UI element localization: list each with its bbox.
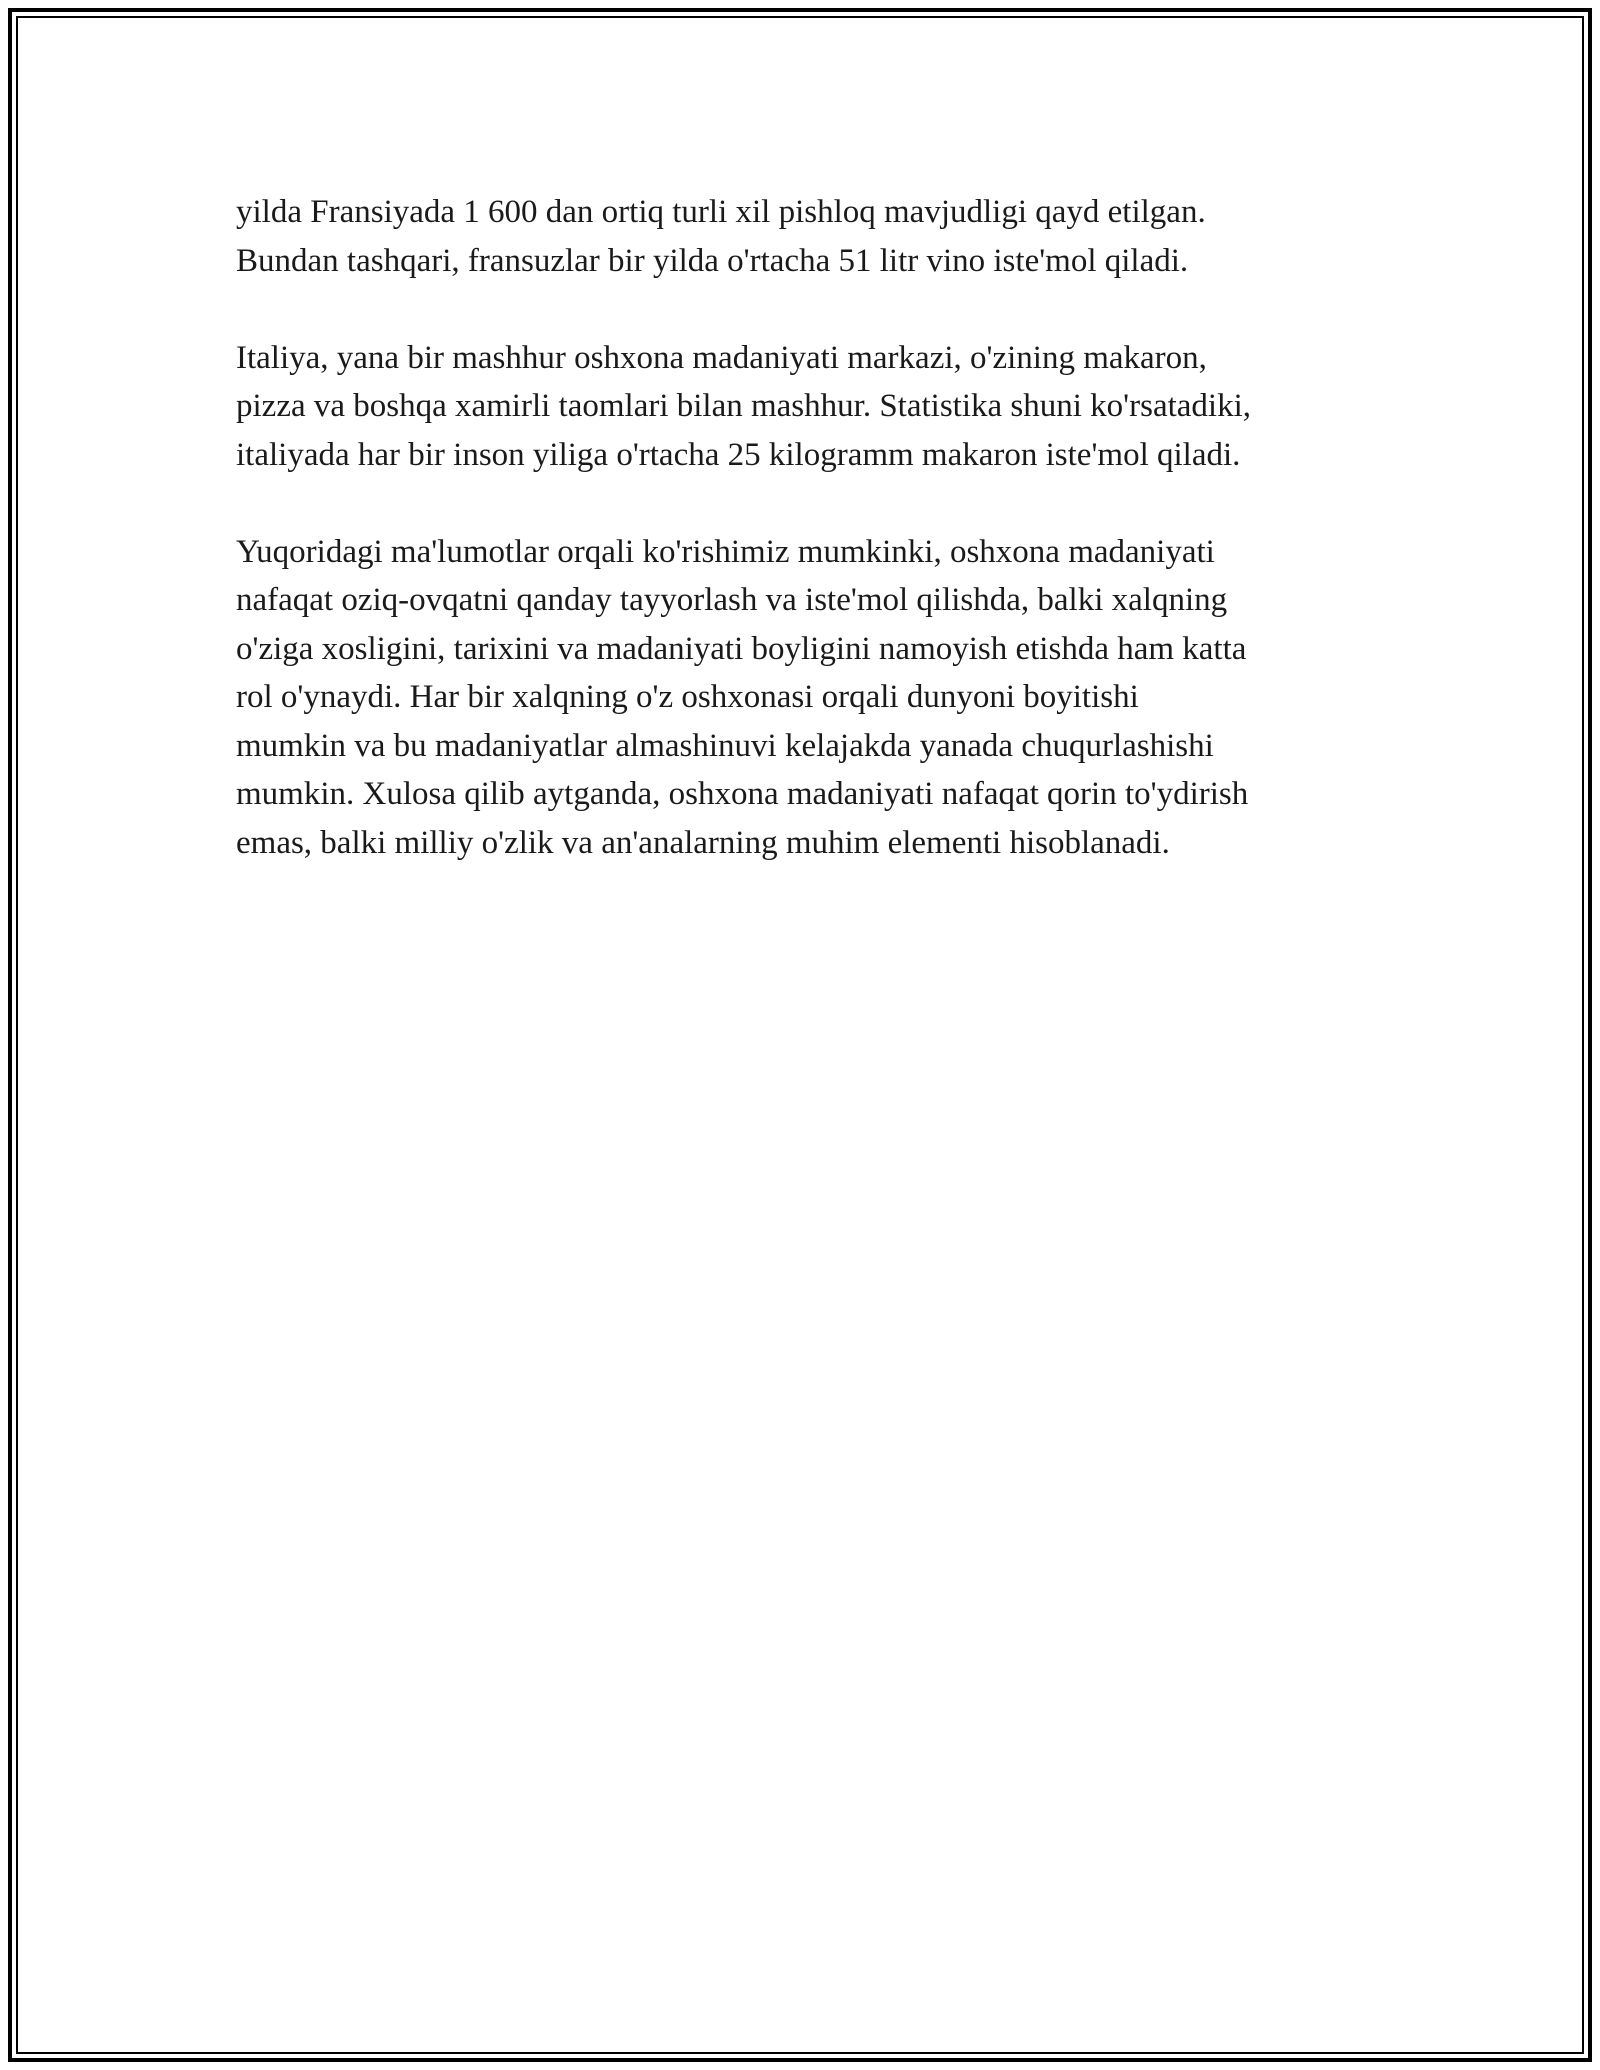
paragraph-2: [236, 334, 1396, 480]
text-line: emas, balki milliy o'zlik va an'analarning muhim elementi hisoblanadi.: [236, 824, 1170, 861]
text-line: Italiya, yana bir mashhur oshxona madaniyati markazi, o'zining makaron,: [236, 339, 1207, 376]
text-line: mumkin. Xulosa qilib aytganda, oshxona madaniyati nafaqat qorin to'ydirish: [236, 776, 1249, 812]
text-line: rol o'ynaydi. Har bir xalqning o'z oshxonasi orqali dunyoni boyitishi: [236, 679, 1139, 715]
text-line: italiyada har bir inson yiliga o'rtacha 25 kilogramm makaron iste'mol qiladi.: [236, 436, 1241, 473]
paragraph-gap: [236, 479, 1396, 528]
text-line: yilda Fransiyada 1 600 dan ortiq turli xil pishloq mavjudligi qayd etilgan.: [236, 194, 1206, 230]
text-line: mumkin va bu madaniyatlar almashinuvi kelajakda yanada chuqurlashishi: [236, 727, 1214, 764]
paragraph-3: [236, 528, 1396, 868]
paragraph-1: [236, 188, 1396, 285]
text-line: Yuqoridagi ma'lumotlar orqali ko'rishimiz mumkinki, oshxona madaniyati: [236, 533, 1215, 570]
text-line: nafaqat oziq-ovqatni qanday tayyorlash va iste'mol qilishda, balki xalqning: [236, 582, 1228, 618]
text-line: Bundan tashqari, fransuzlar bir yilda o'rtacha 51 litr vino iste'mol qiladi.: [236, 242, 1189, 279]
paragraph-gap: [236, 285, 1396, 334]
document-body: [236, 188, 1396, 867]
text-line: pizza va boshqa xamirli taomlari bilan mashhur. Statistika shuni ko'rsatadiki,: [236, 388, 1251, 424]
text-line: o'ziga xosligini, tarixini va madaniyati boyligini namoyish etishda ham katta: [236, 630, 1247, 667]
